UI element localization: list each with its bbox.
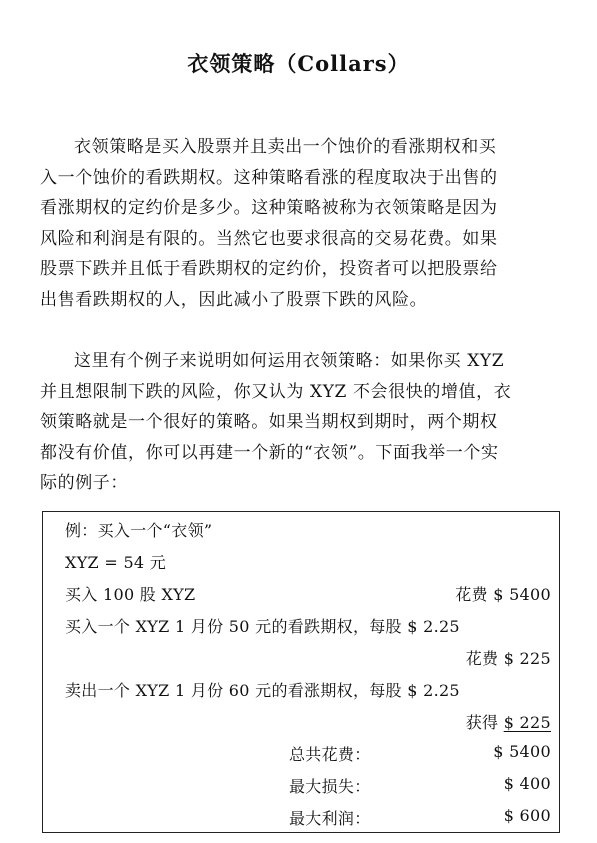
- text-line: 这里有个例子来说明如何运用衣领策略：如果你买 XYZ: [74, 351, 505, 371]
- text-line: 看涨期权的定约价是多少。这种策略被称为衣领策略是因为: [40, 198, 498, 218]
- text-line: 都没有价值，你可以再建一个新的“衣领”。下面我举一个实: [40, 442, 499, 463]
- sell-call-gain-value: $ 225: [503, 713, 551, 732]
- text-line: 并且想限制下跌的风险，你又认为 XYZ 不会很快的增值，衣: [40, 381, 512, 402]
- max-profit-label: 最大利润：: [289, 809, 371, 828]
- example-price: XYZ = 54 元: [65, 553, 167, 572]
- text-line: 际的例子：: [40, 473, 128, 493]
- page-title: 衣领策略（Collars）: [187, 51, 410, 76]
- sell-call-gain-label: 获得: [465, 713, 499, 732]
- sell-call-gain: [466, 710, 551, 733]
- text-line: 入一个蚀价的看跌期权。这种策略看涨的程度取决于出售的: [40, 167, 498, 188]
- total-cost-label: 总共花费：: [289, 745, 371, 764]
- buy-stock-cost: 花费 $ 5400: [455, 585, 551, 604]
- max-loss-label: 最大损失：: [289, 777, 371, 796]
- text-line: 领策略就是一个很好的策略。如果当期权到期时，两个期权: [40, 412, 498, 432]
- paragraph-example-intro: [40, 346, 562, 499]
- buy-put-line: 买入一个 XYZ 1 月份 50 元的看跌期权，每股 $ 2.25: [65, 617, 460, 636]
- sell-call-line: 卖出一个 XYZ 1 月份 60 元的看涨期权，每股 $ 2.25: [65, 681, 460, 700]
- text-line: 股票下跌并且低于看跌期权的定约价，投资者可以把股票给: [40, 259, 498, 279]
- max-loss-value: $ 400: [503, 774, 551, 793]
- text-line: 衣领策略是买入股票并且卖出一个蚀价的看涨期权和买: [74, 137, 497, 157]
- paragraph-intro: [40, 132, 562, 315]
- buy-stock-line: 买入 100 股 XYZ: [65, 585, 196, 604]
- buy-put-cost: 花费 $ 225: [465, 649, 551, 668]
- text-line: 出售看跌期权的人，因此减小了股票下跌的风险。: [40, 289, 428, 310]
- max-profit-value: $ 600: [503, 806, 551, 825]
- total-cost-value: $ 5400: [493, 742, 551, 761]
- text-line: 风险和利润是有限的。当然它也要求很高的交易花费。如果: [40, 228, 498, 249]
- example-box: [42, 511, 560, 833]
- example-heading: 例：买入一个“衣领”: [65, 521, 213, 540]
